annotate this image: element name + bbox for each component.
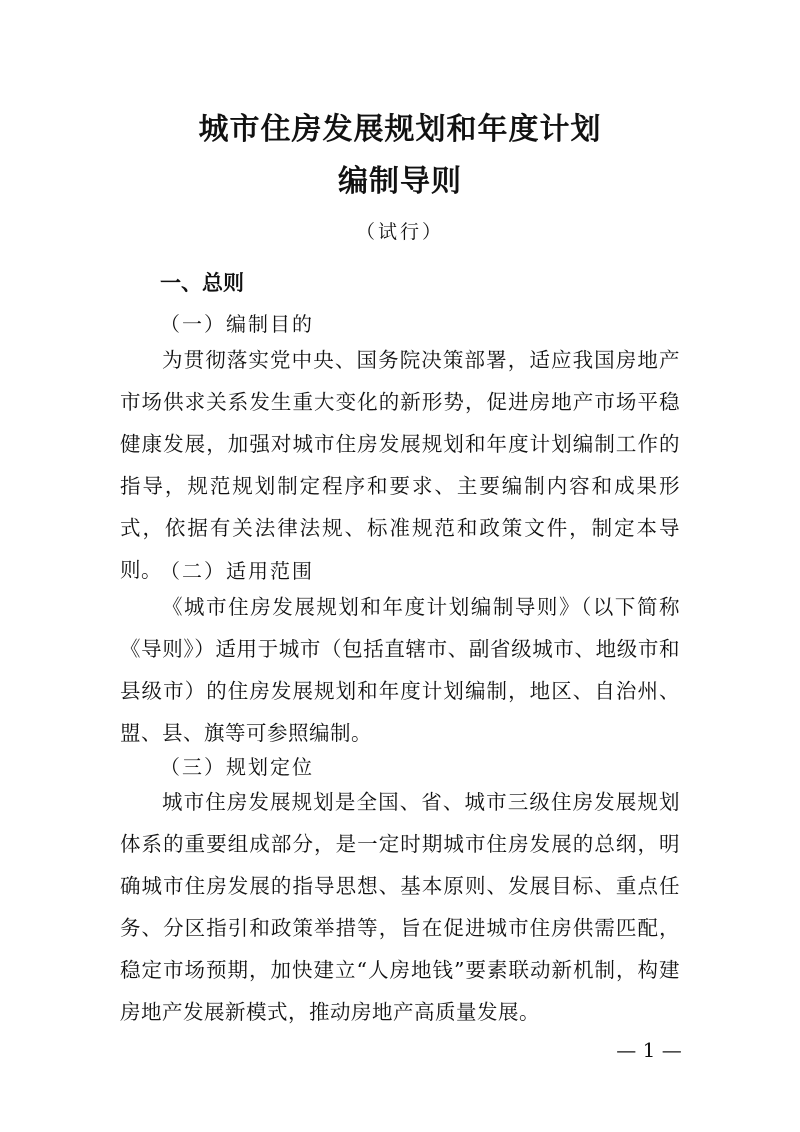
document-title-line2: 编制导则 [338, 164, 462, 199]
paragraph-purpose: 为贯彻落实党中央、国务院决策部署，适应我国房地产市场供求关系发生重大变化的新形势，促进房地产市场平稳健康发展，加强对城市住房发展规划和年度计划编制工作的指导，规范规划制定程序和要求、主要编制内容和成果形式，依据有关法律法规、标准规范和政策文件，制定本导则。 [120, 348, 680, 582]
page-number: — 1 — [616, 1038, 682, 1062]
document-subtitle: （试行） [355, 221, 444, 243]
document-title-line1: 城市住房发展规划和年度计划 [198, 112, 602, 147]
section-heading-general: 一、总则 [160, 270, 244, 295]
paragraph-positioning: 城市住房发展规划是全国、省、城市三级住房发展规划体系的重要组成部分，是一定时期城市住房发展的总纲，明确城市住房发展的指导思想、基本原则、发展目标、重点任务、分区指引和政策举措等，旨在促进城市住房供需匹配，稳定市场预期，加快建立“人房地钱”要素联动新机制，构建房地产发展新模式，推动房地产高质量发展。 [120, 790, 680, 1024]
subsection-heading-purpose: （一）编制目的 [160, 312, 314, 336]
subsection-heading-scope: （二）适用范围 [160, 559, 314, 583]
paragraph-scope: 《城市住房发展规划和年度计划编制导则》（以下简称《导则》）适用于城市（包括直辖市、副省级城市、地级市和县级市）的住房发展规划和年度计划编制，地区、自治州、盟、县、旗等可参照编制。 [120, 595, 680, 745]
subsection-heading-positioning: （三）规划定位 [160, 755, 314, 779]
